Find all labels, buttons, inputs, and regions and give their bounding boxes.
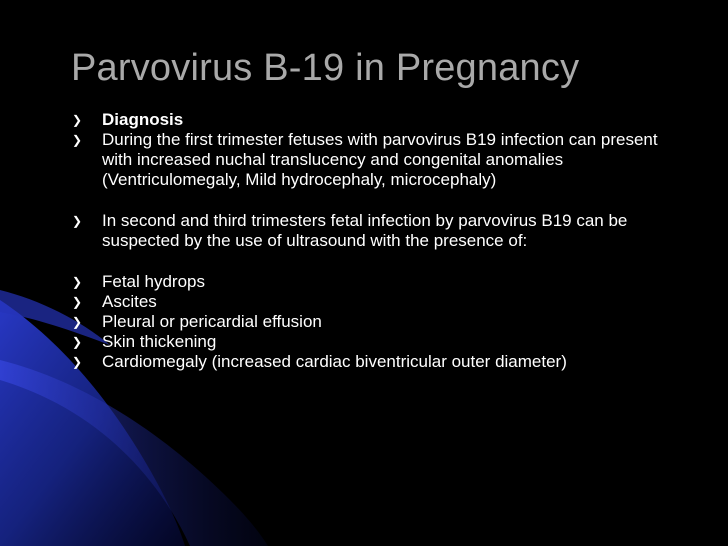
bullet-marker-icon: ❯ — [72, 315, 83, 329]
bullet-marker-icon: ❯ — [72, 133, 83, 147]
bullet-marker-icon: ❯ — [72, 335, 83, 349]
bullet-list — [72, 110, 672, 372]
list-item-text: Cardiomegaly (increased cardiac biventricular outer diameter) — [102, 352, 567, 371]
list-item-text: Pleural or pericardial effusion — [102, 312, 322, 331]
bullet-marker-icon: ❯ — [72, 214, 83, 228]
list-item-text: Fetal hydrops — [102, 272, 205, 291]
bullet-marker-icon: ❯ — [72, 275, 83, 289]
list-item — [72, 312, 672, 332]
list-item — [72, 352, 672, 372]
bullet-marker-icon: ❯ — [72, 295, 83, 309]
bullet-marker-icon: ❯ — [72, 355, 83, 369]
list-item-text: During the first trimester fetuses with parvovirus B19 infection can present with increased nuchal translucency and congenital anomalies (Ventriculomegaly, Mild hydrocephaly, microcephaly) — [102, 130, 658, 189]
list-item-text: Diagnosis — [102, 110, 184, 129]
list-item-text: In second and third trimesters fetal infection by parvovirus B19 can be suspected by the use of ultrasound with the presence of: — [102, 211, 628, 250]
list-item — [72, 211, 672, 251]
list-item — [72, 272, 672, 292]
list-item-text: Ascites — [102, 292, 157, 311]
bullet-marker-icon: ❯ — [72, 113, 83, 127]
list-item-text: Skin thickening — [102, 332, 217, 351]
slide-title: Parvovirus B-19 in Pregnancy — [71, 47, 580, 89]
list-item — [72, 110, 672, 130]
list-item — [72, 292, 672, 312]
list-item — [72, 130, 672, 190]
list-item — [72, 332, 672, 352]
